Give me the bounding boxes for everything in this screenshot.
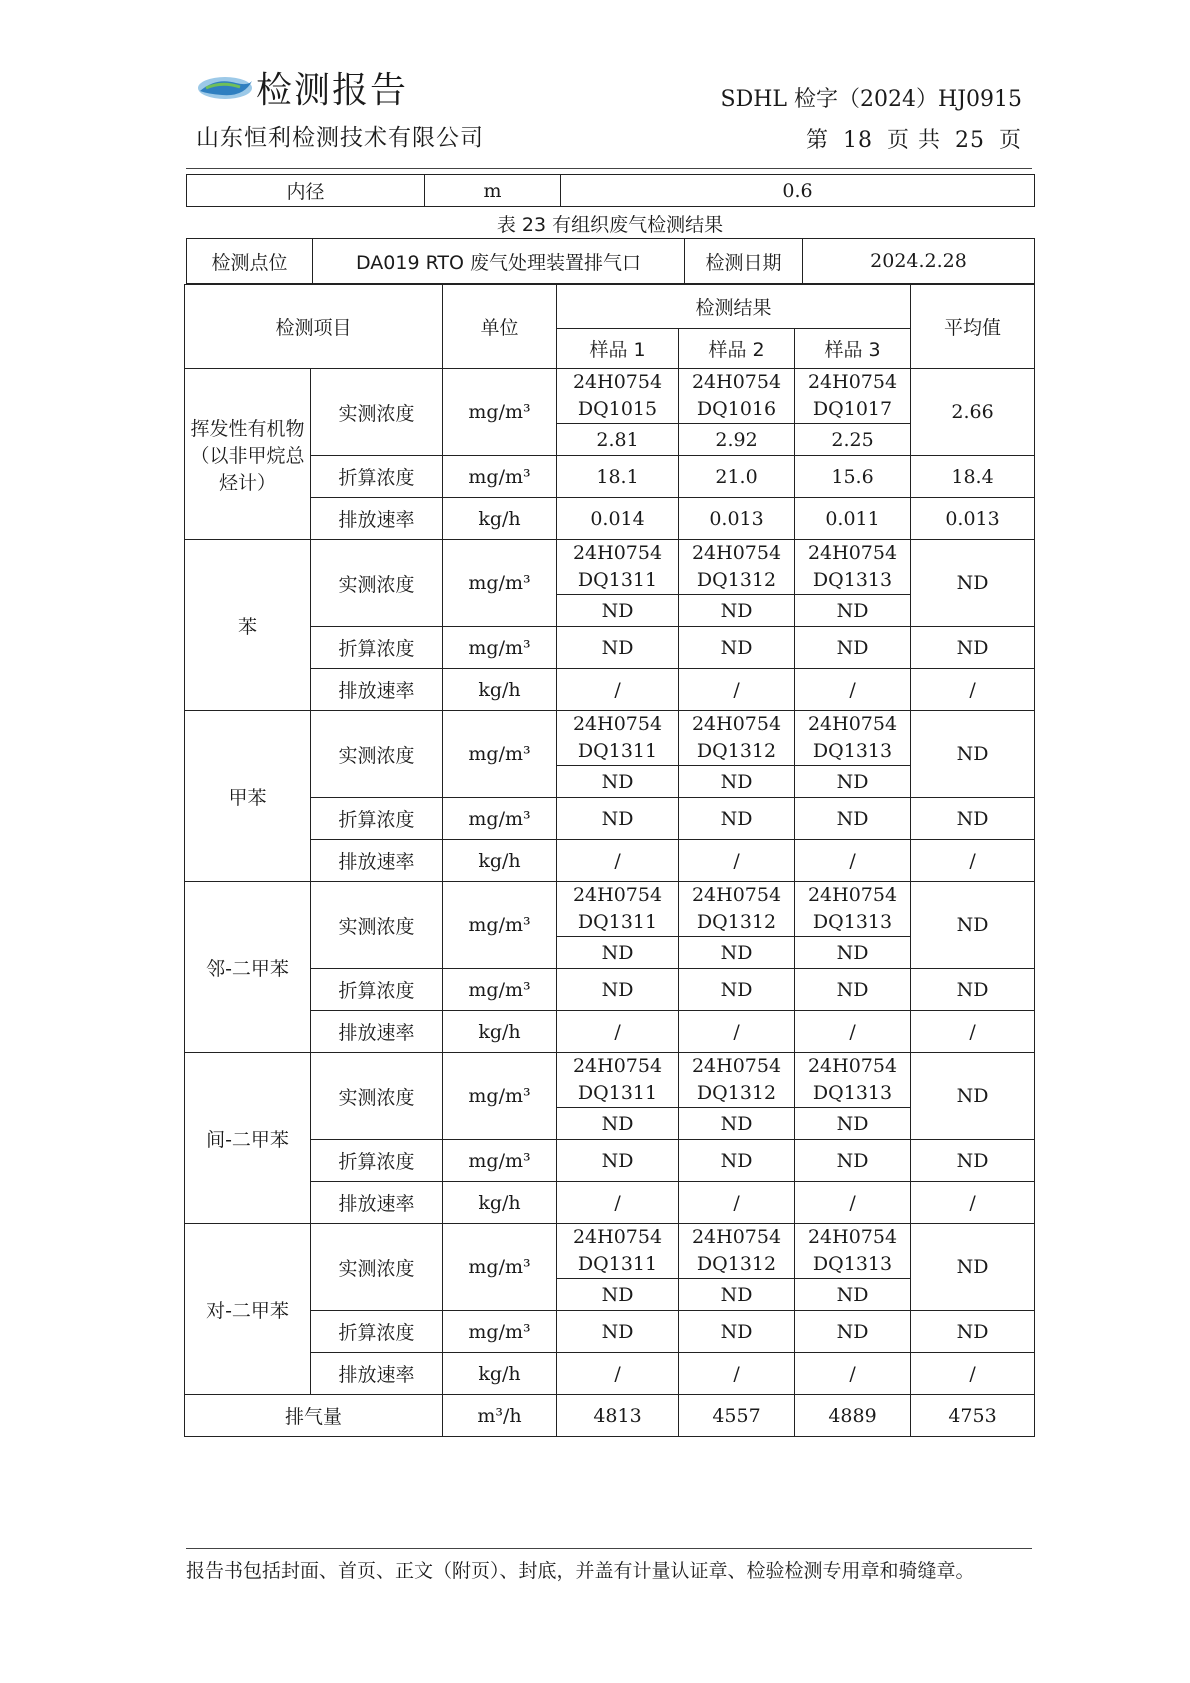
rate-label: 排放速率 (311, 1011, 443, 1053)
rate-average: / (911, 1182, 1035, 1224)
rate-label: 排放速率 (311, 840, 443, 882)
rate-value: / (795, 840, 911, 882)
rate-average: / (911, 1353, 1035, 1395)
measured-unit: mg/m³ (443, 1053, 557, 1140)
measured-value: 2.81 (557, 424, 679, 456)
sample-code: 24H0754 DQ1311 (557, 1053, 679, 1108)
header-row-1 (185, 285, 1035, 329)
converted-value: ND (557, 969, 679, 1011)
table-row (185, 1311, 1035, 1353)
converted-value: ND (679, 969, 795, 1011)
table-row (185, 1182, 1035, 1224)
table-row (185, 840, 1035, 882)
company-name: 山东恒利检测技术有限公司 (196, 125, 484, 151)
measured-value: ND (557, 937, 679, 969)
measured-label: 实测浓度 (311, 369, 443, 456)
sample-code: 24H0754 DQ1311 (557, 711, 679, 766)
analyte-name: 甲苯 (185, 711, 311, 882)
page-mid: 页 共 (886, 128, 941, 153)
table-row (185, 456, 1035, 498)
exhaust-average: 4753 (911, 1395, 1035, 1437)
sample-code: 24H0754 DQ1313 (795, 540, 911, 595)
converted-average: ND (911, 1311, 1035, 1353)
measured-value: ND (795, 937, 911, 969)
converted-unit: mg/m³ (443, 1140, 557, 1182)
rate-value: 0.011 (795, 498, 911, 540)
exhaust-value: 4889 (795, 1395, 911, 1437)
date-label: 检测日期 (685, 239, 803, 284)
measured-unit: mg/m³ (443, 1224, 557, 1311)
measured-value: ND (557, 1108, 679, 1140)
measured-unit: mg/m³ (443, 369, 557, 456)
diameter-table (186, 174, 1035, 207)
sample-code: 24H0754 DQ1313 (795, 1224, 911, 1279)
converted-label: 折算浓度 (311, 456, 443, 498)
table-row (185, 498, 1035, 540)
converted-label: 折算浓度 (311, 798, 443, 840)
rate-average: 0.013 (911, 498, 1035, 540)
col-sample-3: 样品 3 (795, 329, 911, 369)
rate-value: / (795, 1011, 911, 1053)
rate-label: 排放速率 (311, 1182, 443, 1224)
table-row (185, 540, 1035, 595)
table-row (185, 1353, 1035, 1395)
footer-note: 报告书包括封面、首页、正文（附页）、封底，并盖有计量认证章、检验检测专用章和骑缝章。 (186, 1560, 975, 1582)
table-row (185, 798, 1035, 840)
rate-average: / (911, 669, 1035, 711)
measured-value: ND (795, 1279, 911, 1311)
col-average: 平均值 (911, 285, 1035, 369)
converted-value: ND (557, 1140, 679, 1182)
exhaust-unit: m³/h (443, 1395, 557, 1437)
measured-label: 实测浓度 (311, 711, 443, 798)
converted-value: ND (679, 798, 795, 840)
analyte-name: 对-二甲苯 (185, 1224, 311, 1395)
analyte-name: 邻-二甲苯 (185, 882, 311, 1053)
analyte-name: 苯 (185, 540, 311, 711)
measured-value: ND (679, 937, 795, 969)
converted-label: 折算浓度 (311, 969, 443, 1011)
table-row (185, 669, 1035, 711)
measured-value: ND (679, 1279, 795, 1311)
point-value: DA019 RTO 废气处理装置排气口 (313, 239, 685, 284)
converted-unit: mg/m³ (443, 627, 557, 669)
rate-value: / (557, 1011, 679, 1053)
measured-value: ND (679, 1108, 795, 1140)
col-sample-1: 样品 1 (557, 329, 679, 369)
sample-code: 24H0754 DQ1312 (679, 1053, 795, 1108)
diameter-value: 0.6 (561, 175, 1035, 207)
table-row (185, 1224, 1035, 1279)
measured-label: 实测浓度 (311, 540, 443, 627)
rate-unit: kg/h (443, 498, 557, 540)
converted-value: ND (795, 1140, 911, 1182)
rate-value: / (679, 840, 795, 882)
measured-value: ND (557, 595, 679, 627)
col-results: 检测结果 (557, 285, 911, 329)
rate-label: 排放速率 (311, 1353, 443, 1395)
analyte-name: 挥发性有机物（以非甲烷总烃计） (185, 369, 311, 540)
header-divider (186, 168, 1032, 169)
table-row (185, 711, 1035, 766)
converted-value: ND (795, 1311, 911, 1353)
rate-unit: kg/h (443, 1182, 557, 1224)
rate-value: / (679, 1182, 795, 1224)
measured-average: 2.66 (911, 369, 1035, 456)
converted-average: 18.4 (911, 456, 1035, 498)
rate-value: / (557, 840, 679, 882)
rate-value: / (557, 1182, 679, 1224)
report-title: 检测报告 (256, 70, 409, 111)
measured-value: ND (557, 1279, 679, 1311)
sample-code: 24H0754 DQ1311 (557, 540, 679, 595)
point-label: 检测点位 (187, 239, 313, 284)
rate-label: 排放速率 (311, 498, 443, 540)
converted-label: 折算浓度 (311, 1311, 443, 1353)
converted-value: ND (679, 627, 795, 669)
rate-average: / (911, 840, 1035, 882)
converted-average: ND (911, 627, 1035, 669)
measured-value: 2.92 (679, 424, 795, 456)
converted-value: ND (795, 627, 911, 669)
measured-average: ND (911, 540, 1035, 627)
converted-unit: mg/m³ (443, 456, 557, 498)
exhaust-value: 4557 (679, 1395, 795, 1437)
page-indicator (721, 123, 1022, 154)
rate-value: / (679, 1353, 795, 1395)
converted-value: ND (679, 1140, 795, 1182)
converted-value: 15.6 (795, 456, 911, 498)
rate-unit: kg/h (443, 1353, 557, 1395)
converted-label: 折算浓度 (311, 1140, 443, 1182)
converted-value: ND (679, 1311, 795, 1353)
table-row (185, 1053, 1035, 1108)
page-current: 18 (842, 128, 873, 153)
exhaust-row (185, 1395, 1035, 1437)
report-number: SDHL 检字（2024）HJ0915 (720, 87, 1022, 112)
sample-code: 24H0754 DQ1017 (795, 369, 911, 424)
logo-row (196, 62, 484, 113)
converted-unit: mg/m³ (443, 1311, 557, 1353)
col-item: 检测项目 (185, 285, 443, 369)
rate-value: / (557, 1353, 679, 1395)
report-header-right (721, 82, 1022, 154)
measured-average: ND (911, 711, 1035, 798)
sample-code: 24H0754 DQ1015 (557, 369, 679, 424)
rate-average: / (911, 1011, 1035, 1053)
sample-code: 24H0754 DQ1311 (557, 882, 679, 937)
sample-code: 24H0754 DQ1312 (679, 711, 795, 766)
sample-code: 24H0754 DQ1312 (679, 540, 795, 595)
converted-value: ND (557, 798, 679, 840)
measured-value: ND (795, 766, 911, 798)
converted-label: 折算浓度 (311, 627, 443, 669)
sample-code: 24H0754 DQ1016 (679, 369, 795, 424)
rate-unit: kg/h (443, 669, 557, 711)
info-row (187, 239, 1035, 284)
sample-code: 24H0754 DQ1313 (795, 711, 911, 766)
results-table (184, 284, 1035, 1437)
converted-average: ND (911, 798, 1035, 840)
footer-divider (186, 1548, 1032, 1549)
rate-value: / (795, 1353, 911, 1395)
table-row (185, 1011, 1035, 1053)
converted-average: ND (911, 1140, 1035, 1182)
converted-value: ND (557, 627, 679, 669)
exhaust-label: 排气量 (185, 1395, 443, 1437)
diameter-unit: m (425, 175, 561, 207)
measured-label: 实测浓度 (311, 882, 443, 969)
rate-unit: kg/h (443, 1011, 557, 1053)
page-total: 25 (954, 128, 985, 153)
measured-label: 实测浓度 (311, 1053, 443, 1140)
sample-code: 24H0754 DQ1311 (557, 1224, 679, 1279)
measured-value: 2.25 (795, 424, 911, 456)
measured-average: ND (911, 882, 1035, 969)
rate-value: / (795, 669, 911, 711)
rate-value: 0.014 (557, 498, 679, 540)
measured-unit: mg/m³ (443, 882, 557, 969)
measured-value: ND (795, 1108, 911, 1140)
col-unit: 单位 (443, 285, 557, 369)
page-suffix: 页 (998, 128, 1022, 153)
info-table (186, 238, 1035, 284)
rate-label: 排放速率 (311, 669, 443, 711)
table-row (185, 969, 1035, 1011)
table-row (185, 882, 1035, 937)
converted-value: ND (795, 798, 911, 840)
converted-unit: mg/m³ (443, 969, 557, 1011)
measured-average: ND (911, 1224, 1035, 1311)
measured-value: ND (679, 595, 795, 627)
company-logo-icon (196, 71, 254, 105)
rate-value: / (795, 1182, 911, 1224)
rate-value: 0.013 (679, 498, 795, 540)
sample-code: 24H0754 DQ1313 (795, 882, 911, 937)
report-header-left (196, 62, 484, 152)
table-row (185, 1140, 1035, 1182)
rate-value: / (679, 1011, 795, 1053)
converted-average: ND (911, 969, 1035, 1011)
converted-value: 21.0 (679, 456, 795, 498)
measured-unit: mg/m³ (443, 711, 557, 798)
measured-average: ND (911, 1053, 1035, 1140)
sample-code: 24H0754 DQ1313 (795, 1053, 911, 1108)
converted-unit: mg/m³ (443, 798, 557, 840)
diameter-label: 内径 (187, 175, 425, 207)
analyte-name: 间-二甲苯 (185, 1053, 311, 1224)
sample-code: 24H0754 DQ1312 (679, 1224, 795, 1279)
rate-value: / (557, 669, 679, 711)
converted-value: ND (795, 969, 911, 1011)
converted-value: 18.1 (557, 456, 679, 498)
measured-value: ND (679, 766, 795, 798)
col-sample-2: 样品 2 (679, 329, 795, 369)
date-value: 2024.2.28 (803, 239, 1035, 284)
measured-value: ND (795, 595, 911, 627)
diameter-row (187, 175, 1035, 207)
measured-value: ND (557, 766, 679, 798)
measured-unit: mg/m³ (443, 540, 557, 627)
table-row (185, 627, 1035, 669)
page-prefix: 第 (805, 128, 829, 153)
sample-code: 24H0754 DQ1312 (679, 882, 795, 937)
table-caption: 表 23 有组织废气检测结果 (496, 214, 724, 236)
converted-value: ND (557, 1311, 679, 1353)
rate-value: / (679, 669, 795, 711)
exhaust-value: 4813 (557, 1395, 679, 1437)
table-row (185, 369, 1035, 424)
measured-label: 实测浓度 (311, 1224, 443, 1311)
rate-unit: kg/h (443, 840, 557, 882)
